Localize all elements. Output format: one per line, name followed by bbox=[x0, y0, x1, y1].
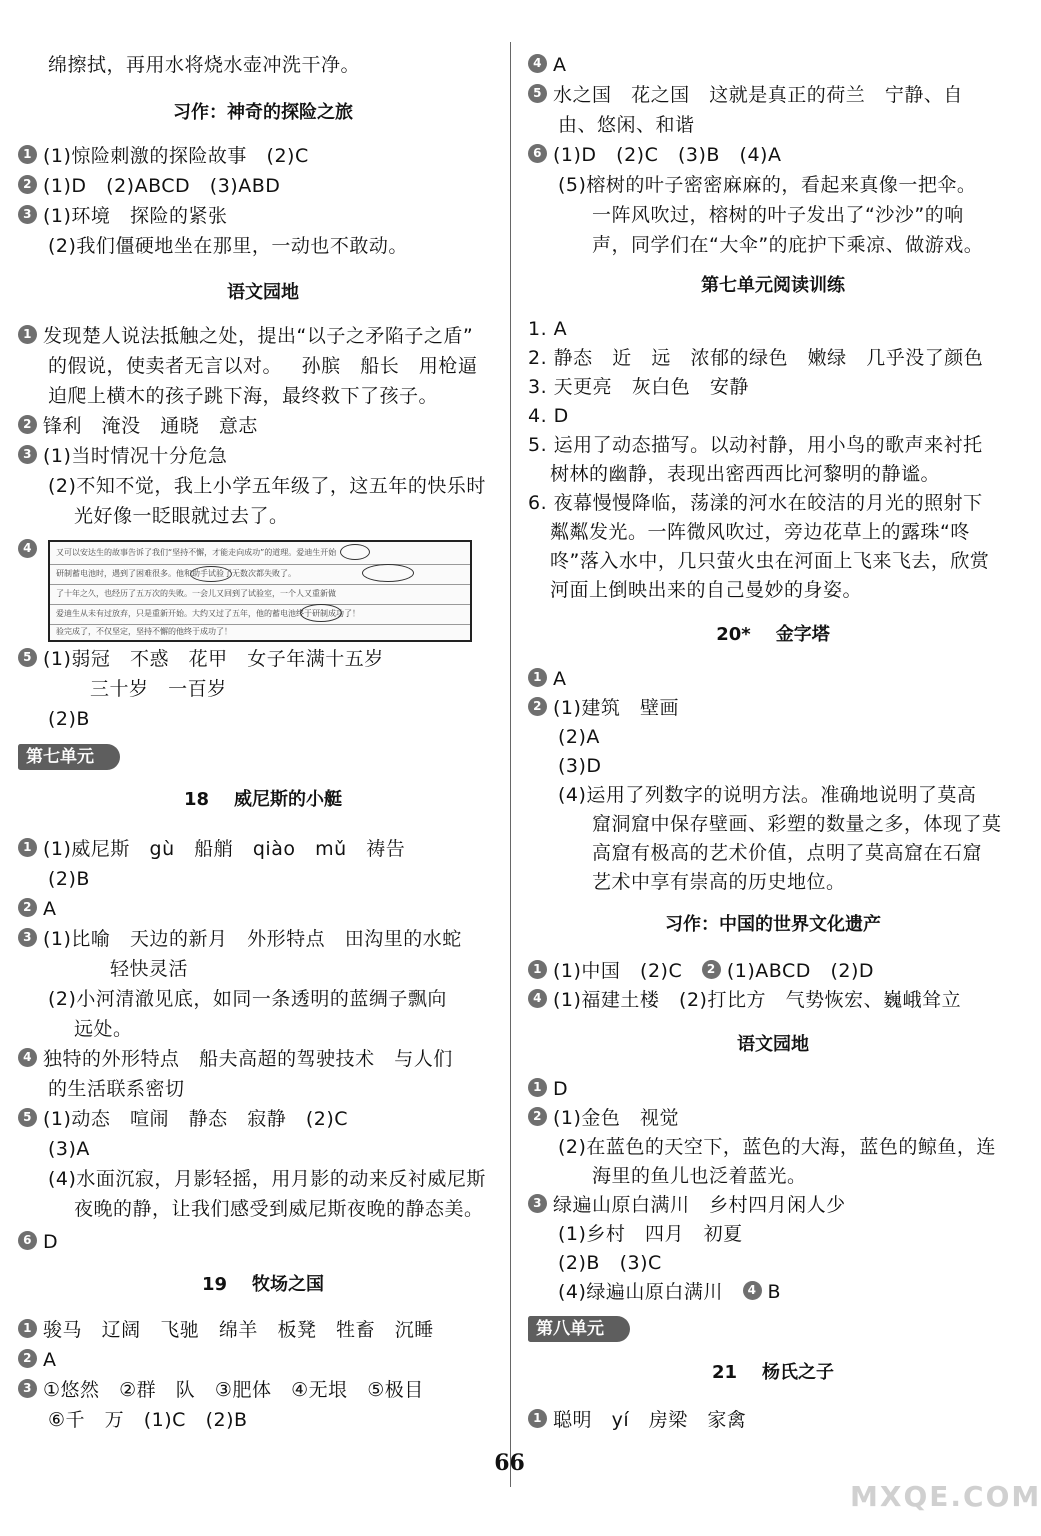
number-marker-icon: 1 bbox=[18, 838, 37, 857]
text-line: 迫爬上横木的孩子跳下海，最终救下了孩子。 bbox=[48, 385, 439, 407]
text-line: (2)A bbox=[558, 726, 600, 748]
correction-circle-icon bbox=[362, 564, 414, 582]
text-line: (2)B (3)C bbox=[558, 1252, 662, 1274]
answer-line: 5 水之国 花之国 这就是真正的荷兰 宁静、自 bbox=[528, 82, 963, 108]
answer-line: 3. 天更亮 灰白色 安静 bbox=[528, 376, 749, 398]
correction-circle-icon bbox=[190, 566, 232, 582]
proofreading-figure bbox=[48, 540, 472, 642]
figure-text-line: 又可以安达生的故事告诉了我们“坚持不懈，才能走向成功”的道理。爱迪生开始 bbox=[56, 548, 337, 557]
answer-line: 3 (1)当时情况十分危急 bbox=[18, 443, 227, 469]
number-marker-icon: 2 bbox=[528, 1107, 547, 1126]
text-line: (2)不知不觉，我上小学五年级了，这五年的快乐时 bbox=[48, 475, 486, 497]
text-line: (3)A bbox=[48, 1138, 90, 1160]
answer-line: 2 (1)D (2)ABCD (3)ABD bbox=[18, 173, 280, 199]
section-heading: 习作：神奇的探险之旅 bbox=[173, 102, 353, 123]
text-line: (2)我们僵硬地坐在那里，一动也不敢动。 bbox=[48, 235, 408, 257]
number-marker-icon: 3 bbox=[18, 445, 37, 464]
number-marker-icon: 1 bbox=[528, 1078, 547, 1097]
text-line: 海里的鱼儿也泛着蓝光。 bbox=[592, 1165, 807, 1187]
answer-line: 1 (1)中国 (2)C 2 (1)ABCD (2)D bbox=[528, 958, 874, 984]
column-divider bbox=[510, 42, 511, 1487]
text-line: 轻快灵活 bbox=[110, 958, 189, 980]
number-marker-icon: 1 bbox=[18, 325, 37, 344]
answer-line: 4 (1)福建土楼 (2)打比方 气势恢宏、巍峨耸立 bbox=[528, 987, 961, 1013]
answer-line: 6 (1)D (2)C (3)B (4)A bbox=[528, 142, 781, 168]
answer-line: 2 A bbox=[18, 896, 57, 922]
answer-line: 3 绿遍山原白满川 乡村四月闲人少 bbox=[528, 1192, 846, 1218]
lesson-heading: 18 威尼斯的小艇 bbox=[183, 789, 343, 810]
watermark-logo: MXQE.COM bbox=[850, 1480, 1041, 1513]
text-line: 艺术中享有崇高的历史地位。 bbox=[592, 871, 846, 893]
answer-line: 1 (1)惊险刺激的探险故事 (2)C bbox=[18, 143, 309, 169]
text-line: 远处。 bbox=[74, 1018, 133, 1040]
answer-line: 2 锋利 淹没 通晓 意志 bbox=[18, 413, 258, 439]
text-line: 声，同学们在“大伞”的庇护下乘凉、做游戏。 bbox=[592, 234, 984, 256]
answer-line: 1 (1)威尼斯 gù 船艄 qiào mǔ 祷告 bbox=[18, 836, 405, 862]
text-line: 由、悠闲、和谐 bbox=[558, 114, 695, 136]
answer-line: 6 D bbox=[18, 1229, 58, 1255]
answer-line: 4 A bbox=[528, 52, 567, 78]
number-marker-icon: 5 bbox=[18, 648, 37, 667]
text-line: 的生活联系密切 bbox=[48, 1078, 185, 1100]
number-marker-icon: 3 bbox=[18, 205, 37, 224]
answer-line: 4 独特的外形特点 船夫高超的驾驶技术 与人们 bbox=[18, 1046, 453, 1072]
number-marker-icon: 2 bbox=[18, 898, 37, 917]
answer-line: 2. 静态 近 远 浓郁的绿色 嫩绿 几乎没了颜色 bbox=[528, 347, 984, 369]
answer-line: 2 (1)建筑 壁画 bbox=[528, 695, 679, 721]
text-line: 夜晚的静，让我们感受到威尼斯夜晚的静态美。 bbox=[74, 1198, 484, 1220]
answer-line: 4. D bbox=[528, 405, 569, 427]
text-line: (4)运用了列数字的说明方法。准确地说明了莫高 bbox=[558, 784, 977, 806]
answer-line: 3 (1)环境 探险的紧张 bbox=[18, 203, 228, 229]
page-number: 66 bbox=[494, 1450, 525, 1476]
number-marker-icon: 4 bbox=[528, 54, 547, 73]
lesson-heading: 20* 金字塔 bbox=[716, 624, 830, 645]
text-line: (2)B bbox=[48, 868, 90, 890]
text-line: 窟洞窟中保存壁画、彩塑的数量之多，体现了莫 bbox=[592, 813, 1002, 835]
correction-circle-icon bbox=[300, 604, 342, 622]
figure-text-line: 爱迪生从未有过放弃，只是重新开始。大约又过了五年，他的蓄电池终于研制成功了！ bbox=[56, 609, 360, 618]
text-line: (4)水面沉寂，月影轻摇，用月影的动来反衬威尼斯 bbox=[48, 1168, 486, 1190]
number-marker-icon: 4 bbox=[528, 989, 547, 1008]
text-line: 粼粼发光。一阵微风吹过，旁边花草上的露珠“咚 bbox=[550, 521, 970, 543]
number-marker-icon: 4 bbox=[18, 1048, 37, 1067]
answer-line: 3 ①悠然 ②群 队 ③肥体 ④无垠 ⑤极目 bbox=[18, 1377, 424, 1403]
text-line: 树林的幽静，表现出密西西比河黎明的静谧。 bbox=[550, 463, 941, 485]
number-marker-icon: 4 bbox=[743, 1281, 762, 1300]
number-marker-icon: 5 bbox=[18, 1108, 37, 1127]
number-marker-icon: 2 bbox=[702, 960, 721, 979]
section-heading: 习作：中国的世界文化遗产 bbox=[665, 914, 881, 935]
answer-line: 1 骏马 辽阔 飞驰 绵羊 板凳 牲畜 沉睡 bbox=[18, 1317, 434, 1343]
answer-marker bbox=[18, 537, 43, 563]
text-line: (1)乡村 四月 初夏 bbox=[558, 1223, 743, 1245]
unit-banner: 第八单元 bbox=[528, 1316, 630, 1342]
text-line: 高窟有极高的艺术价值，点明了莫高窟在石窟 bbox=[592, 842, 983, 864]
text-line: 的假说，使卖者无言以对。 孙膑 船长 用枪逼 bbox=[48, 355, 478, 377]
number-marker-icon: 2 bbox=[528, 697, 547, 716]
text-line: (2)B bbox=[48, 708, 90, 730]
number-marker-icon: 2 bbox=[18, 1349, 37, 1368]
answer-line: 1 聪明 yí 房梁 家禽 bbox=[528, 1407, 746, 1433]
lesson-heading: 21 杨氏之子 bbox=[711, 1362, 835, 1383]
number-marker-icon: 5 bbox=[528, 84, 547, 103]
figure-text-line: 研制蓄电池时，遇到了困难很多。他和助手试验了无数次都失败了。 bbox=[56, 569, 296, 578]
correction-circle-icon bbox=[340, 544, 370, 560]
answer-line: 2 A bbox=[18, 1347, 57, 1373]
section-heading: 第七单元阅读训练 bbox=[701, 275, 845, 296]
text-line: (2)在蓝色的天空下，蓝色的大海，蓝色的鲸鱼，连 bbox=[558, 1136, 996, 1158]
text-line: ⑥千 万 (1)C (2)B bbox=[48, 1409, 248, 1431]
text-line: 三十岁 一百岁 bbox=[90, 678, 227, 700]
lesson-heading: 19 牧场之国 bbox=[201, 1274, 325, 1295]
answer-line: 1 A bbox=[528, 666, 567, 692]
text-line: 绵擦拭，再用水将烧水壶冲洗干净。 bbox=[48, 54, 361, 76]
answer-line: 1 发现楚人说法抵触之处，提出“以子之矛陷子之盾” bbox=[18, 323, 473, 349]
number-marker-icon: 1 bbox=[18, 1319, 37, 1338]
text-line: 一阵风吹过，榕树的叶子发出了“沙沙”的响 bbox=[592, 204, 964, 226]
number-marker-icon: 3 bbox=[18, 928, 37, 947]
figure-text-line: 了十年之久，也经历了五万次的失败。一会儿又回到了试验室，一个人又重新做 bbox=[56, 589, 336, 598]
section-heading: 语文园地 bbox=[737, 1034, 809, 1055]
text-line: (4)绿遍山原白满川 4 B bbox=[558, 1281, 782, 1303]
text-line: 河面上倒映出来的自己曼妙的身姿。 bbox=[550, 579, 863, 601]
number-marker-icon: 2 bbox=[18, 175, 37, 194]
text-line: (5)榕树的叶子密密麻麻的，看起来真像一把伞。 bbox=[558, 174, 977, 196]
number-marker-icon: 2 bbox=[18, 415, 37, 434]
answer-line: 2 (1)金色 视觉 bbox=[528, 1105, 679, 1131]
text-line: 咚”落入水中，几只萤火虫在河面上飞来飞去，欣赏 bbox=[550, 550, 990, 572]
answer-line: 6. 夜幕慢慢降临，荡漾的河水在皎洁的月光的照射下 bbox=[528, 492, 983, 514]
number-marker-icon: 1 bbox=[528, 960, 547, 979]
text-line: 光好像一眨眼就过去了。 bbox=[74, 505, 289, 527]
unit-banner: 第七单元 bbox=[18, 744, 120, 770]
answer-line: 5. 运用了动态描写。以动衬静，用小鸟的歌声来衬托 bbox=[528, 434, 983, 456]
section-heading: 语文园地 bbox=[227, 282, 299, 303]
number-marker-icon: 3 bbox=[18, 1379, 37, 1398]
number-marker-icon: 3 bbox=[528, 1194, 547, 1213]
answer-line: 5 (1)弱冠 不惑 花甲 女子年满十五岁 bbox=[18, 646, 384, 672]
answer-line: 1 D bbox=[528, 1076, 568, 1102]
figure-text-line: 验完成了，不仅坚定，坚持不懈的他终于成功了！ bbox=[56, 627, 232, 636]
number-marker-icon: 1 bbox=[528, 1409, 547, 1428]
answer-line: 3 (1)比喻 天边的新月 外形特点 田沟里的水蛇 bbox=[18, 926, 462, 952]
number-marker-icon: 4 bbox=[18, 539, 37, 558]
answer-line: 5 (1)动态 喧闹 静态 寂静 (2)C bbox=[18, 1106, 348, 1132]
number-marker-icon: 6 bbox=[18, 1231, 37, 1250]
number-marker-icon: 6 bbox=[528, 144, 547, 163]
text-line: (3)D bbox=[558, 755, 602, 777]
number-marker-icon: 1 bbox=[18, 145, 37, 164]
text-line: (2)小河清澈见底，如同一条透明的蓝绸子飘向 bbox=[48, 988, 447, 1010]
number-marker-icon: 1 bbox=[528, 668, 547, 687]
answer-line: 1. A bbox=[528, 318, 568, 340]
